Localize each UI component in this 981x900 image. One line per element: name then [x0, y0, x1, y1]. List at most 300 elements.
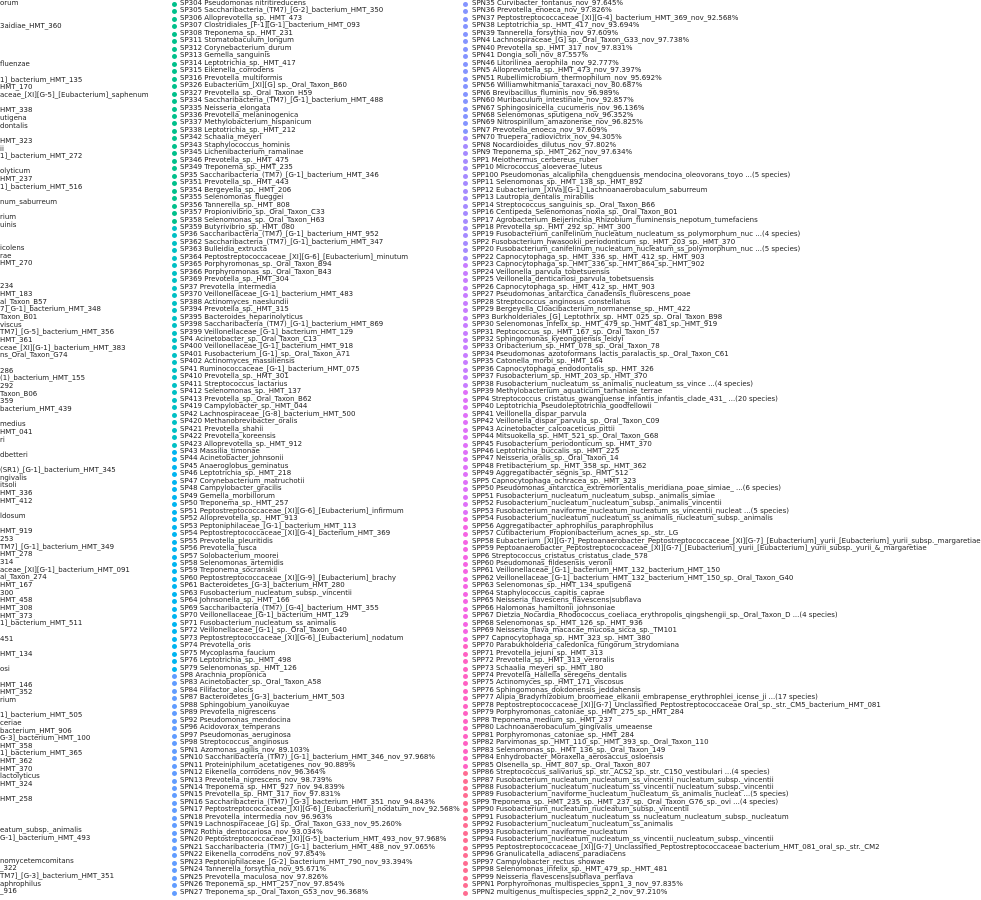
legend-label: SP89 Prevotella_nigrescens — [180, 708, 276, 717]
legend-label: SP51 Peptostreptococcaceae_[XI][G-6]_[Eubacterium]_infirmum — [180, 506, 404, 515]
legend-label: SP412 Selenomonas_sp._HMT_137 — [180, 387, 302, 396]
legend-label: SPP37 Fusobacterium_sp._HMT_203_sp._HMT_370 — [472, 372, 648, 381]
legend-label: HMT_919 — [0, 527, 33, 536]
legend-label: SP4 Acinetobacter_sp._Oral_Taxon_C13 — [180, 335, 317, 343]
legend-marker — [172, 62, 177, 67]
legend-marker — [172, 159, 177, 164]
legend-marker — [463, 838, 468, 843]
legend-marker — [463, 861, 468, 866]
legend-marker — [463, 375, 468, 380]
legend-label: HMT_308 — [0, 603, 33, 612]
legend-label: Taxon_B06 — [0, 389, 38, 398]
legend-label: aceae_[XI][G-5]_[Eubacterium]_saphenum — [0, 90, 149, 99]
legend-label: SPN16 Saccharibacteria_(TM7)_[G-3]_bacterium_HMT_351_nov_94.843% — [180, 797, 436, 806]
legend-marker — [172, 383, 177, 388]
legend-label: SP315 Eikenella_corrodens — [180, 66, 274, 75]
legend-label: SPP2 Fusobacterium_hwasookii_periodonticum_sp._HMT_203_sp._HMT_370 — [472, 237, 736, 246]
legend-label: SPP86 Streptococcus_salivarius_sp._str._ACS2_sp._str._C150_vestibulari ...(4 species) — [472, 768, 770, 777]
legend-label: SP358 Selenomonas_sp._Oral_Taxon_H63 — [180, 215, 325, 224]
legend-marker — [463, 756, 468, 761]
legend-marker — [463, 32, 468, 37]
legend-marker — [463, 24, 468, 29]
legend-marker — [172, 831, 177, 836]
legend-marker — [172, 293, 177, 298]
legend-label: SP351 Prevotella_sp._HMT_443 — [180, 178, 289, 187]
legend-label: SPN36 Prevotella_enoeca_nov_97.826% — [472, 6, 612, 15]
legend-marker — [463, 196, 468, 201]
legend-label: 3aidiae_HMT_360 — [0, 21, 62, 30]
legend-marker — [463, 868, 468, 873]
legend-marker — [463, 189, 468, 194]
legend-label: SPN1 Azomonas_agilis_nov_89.103% — [180, 745, 310, 754]
legend-label: SP401 Fusobacterium_[G-1]_sp._Oral_Taxon_A71 — [180, 349, 351, 358]
legend-marker — [463, 241, 468, 246]
legend-label: SPN19 Lachnospiraceae_[G] sp._Oral_Taxon_G33_nov_95.260% — [180, 820, 402, 829]
legend-label: SPN18 Prevotella_intermedia_nov_96.963% — [180, 812, 333, 821]
legend-label: SPPN2 multigenus_multispecies_sppn2_2_nov_97.210% — [472, 887, 668, 896]
legend-marker — [172, 84, 177, 89]
legend-marker — [463, 883, 468, 888]
legend-label: 234 — [0, 282, 14, 291]
legend-label: SP420 Methanobrevibacter_oralis — [180, 417, 298, 426]
legend-label: SP345 Lichenibacterium_ramalinae — [180, 148, 304, 157]
legend-label: SPP73 Schaalia_meyeri_sp._HMT_180 — [472, 663, 604, 672]
legend-label: SP35 Saccharibacteria_(TM7)_[G-1]_bacterium_HMT_346 — [180, 170, 379, 179]
legend-label: HMT_352 — [0, 688, 33, 697]
legend-label: SP394 Prevotella_sp._HMT_315 — [180, 305, 289, 314]
legend-label: SPP19 Fusobacterium_canifelinum_nucleatum_nucleatum_ss_polymorphum_nuc ...(4 species) — [472, 230, 801, 239]
legend-label: SP316 Prevotella_multiformis — [180, 73, 283, 82]
legend-label: _322 — [0, 864, 17, 873]
legend-marker — [463, 786, 468, 791]
legend-label: SP327 Prevotella_sp._Oral_Taxon_H59 — [180, 88, 313, 97]
legend-label: SP63 Fusobacterium_nucleatum_subsp._vincentii — [180, 588, 352, 597]
legend-label: SP304 Pseudomonas nitritireducens — [180, 0, 306, 7]
legend-marker — [463, 592, 468, 597]
legend-label: SPP33 Oribacterium_sp._HMT_078_sp._Oral_Taxon_78 — [472, 342, 660, 351]
legend-label: Taxon_B01 — [0, 312, 38, 321]
legend-column-3 — [459, 0, 981, 900]
legend-label: rium — [0, 695, 17, 704]
legend-label: HMT_167 — [0, 581, 33, 590]
legend-label: SPP59 Peptoanaerobacter_Peptostreptococcaceae_[XI][G-7]_[Eubacterium]_yurii_[Eubacterium]_yurii_subsp._yurii_&_margaretiae — [472, 544, 927, 553]
legend-label: SPN40 Prevotella_sp._HMT_317_nov_97.831% — [472, 43, 633, 52]
legend-marker — [172, 823, 177, 828]
legend-label: SPP26 Capnocytophaga_sp._HMT_412_sp._HMT_903 — [472, 282, 655, 291]
legend-label: SP349 Treponema_sp._HMT_235 — [180, 163, 293, 172]
legend-marker — [463, 286, 468, 291]
legend-marker — [463, 510, 468, 515]
legend-marker — [463, 652, 468, 657]
legend-marker — [172, 764, 177, 769]
legend-marker — [463, 779, 468, 784]
legend-label: SP421 Prevotella_shahii — [180, 424, 264, 433]
legend-label: SPN20 Peptostreptococcaceae_[XI][G-5]_bacterium_HMT_493_nov_97.968% — [180, 835, 447, 844]
legend-marker — [172, 189, 177, 194]
legend-label: SPP5 Capnocytophaga_ochracea_sp._HMT_323 — [472, 476, 637, 485]
legend-label: olyticum — [0, 167, 31, 176]
legend-label: HMT_324 — [0, 780, 33, 789]
legend-label: SPN6 Brevibacillus_fluminis_nov_96.989% — [472, 88, 620, 97]
legend-label: SPN25 Prevotella_maculosa_nov_97.826% — [180, 872, 328, 881]
legend-marker — [172, 793, 177, 798]
legend-marker — [463, 465, 468, 470]
legend-label: SPP93 Fusobacterium_naviforme_nucleatum — [472, 827, 628, 836]
legend-marker — [463, 696, 468, 701]
legend-label: uinis — [0, 221, 17, 230]
legend-marker — [172, 47, 177, 52]
legend-label: 451 — [0, 634, 14, 643]
legend-marker — [172, 263, 177, 268]
legend-marker — [172, 876, 177, 881]
legend-marker — [172, 681, 177, 686]
legend-label: SP69 Saccharibacteria_(TM7)_[G-4]_bacterium_HMT_355 — [180, 603, 379, 612]
legend-label: SP87 Bacteroidetes_[G-3]_bacterium_HMT_503 — [180, 693, 345, 702]
legend-marker — [172, 457, 177, 462]
legend-label: SPN22 Eikenella_corrodens_nov_97.854% — [180, 850, 326, 859]
legend-marker — [172, 136, 177, 141]
legend-marker — [172, 413, 177, 418]
legend-label: SPP46 Leptotrichia_buccalis_sp._HMT_225 — [472, 447, 620, 455]
legend-marker — [463, 323, 468, 328]
legend-marker — [463, 54, 468, 59]
legend-label: 286 — [0, 366, 14, 375]
legend-label: SP334 Saccharibacteria_(TM7)_[G-1]_bacterium_HMT_488 — [180, 96, 384, 105]
legend-marker — [172, 599, 177, 604]
legend-label: SPP89 Fusobacterium_naviforme_nucleatum_nucleatum_ss_animalis_nucleat ...(5 species) — [472, 790, 789, 799]
legend-label: SPP20 Fusobacterium_canifelinum_nucleatum_nucleatum_ss_polymorphum_nuc ...(5 species) — [472, 245, 801, 254]
legend-label: SP72 Veillonellaceae_[G-1]_sp._Oral_Taxon_G40 — [180, 626, 347, 635]
legend-label: SP8 Arachnia_propionica — [180, 671, 267, 679]
legend-label: SPP60 Pseudomonas_fildesensis_veronii — [472, 559, 613, 567]
legend-marker — [172, 771, 177, 776]
legend-label: SP76 Leptotrichia_sp._HMT_498 — [180, 656, 292, 665]
legend-label: SP336 Prevotella_melaninogenica — [180, 111, 299, 119]
legend-label: SPP41 Veillonella_dispar_parvula — [472, 409, 587, 418]
legend-marker — [172, 323, 177, 328]
legend-label: SP71 Fusobacterium_nucleatum_ss_animalis — [180, 618, 336, 627]
legend-marker — [172, 838, 177, 843]
legend-label: SPN2 Rothia_dentocariosa_nov_93.034% — [180, 827, 323, 836]
legend-marker — [172, 532, 177, 537]
legend-marker — [172, 861, 177, 866]
legend-marker — [463, 734, 468, 739]
legend-label: SP36 Saccharibacteria_(TM7)_[G-1]_bacterium_HMT_952 — [180, 230, 379, 239]
legend-marker — [463, 390, 468, 395]
legend-label: 1]_bacterium_HMT_272 — [0, 152, 83, 161]
legend-label: SPN15 Prevotella_sp._HMT_317_nov_97.831% — [180, 790, 341, 799]
legend-marker — [463, 450, 468, 455]
legend-marker — [172, 562, 177, 567]
legend-marker — [172, 54, 177, 59]
legend-label: SPP66 Halomonas_hamiltonii_johnsoniae — [472, 603, 616, 612]
legend-label: HMT_258 — [0, 795, 33, 804]
legend-marker — [463, 659, 468, 664]
legend-label: SPP24 Veillonella_parvula_tobetsuensis — [472, 267, 610, 276]
legend-label: SPP8 Treponema_medium_sp._HMT_237 — [472, 715, 613, 724]
legend-marker — [463, 457, 468, 462]
legend-marker — [172, 375, 177, 380]
legend-marker — [463, 39, 468, 44]
legend-marker — [463, 876, 468, 881]
legend-label: SP55 Prevotella_pleuritidis — [180, 536, 273, 545]
legend-marker — [463, 278, 468, 283]
legend-label: 1]_bacterium_HMT_516 — [0, 182, 83, 191]
legend-marker — [172, 9, 177, 14]
legend-label: SPP53 Fusobacterium_naviforme_nucleatum_nucleatum_ss_vincentii_nucleat ...(5 species) — [472, 506, 789, 515]
legend-label: SPP80 Lachnoanaerobaculum_gingivalis_umeaense — [472, 723, 653, 732]
legend-label: SPPN1 Porphyromonas_multispecies_sppn1_3_nov_97.835% — [472, 880, 683, 889]
legend-marker — [463, 674, 468, 679]
legend-marker — [172, 353, 177, 358]
legend-label: SPN23 Peptoniphilaceae_[G-2]_bacterium_HMT_790_nov_93.394% — [180, 857, 413, 866]
legend-marker — [172, 891, 177, 896]
legend-label: SPN46 Litorilinea_aerophila_nov_92.777% — [472, 58, 619, 67]
legend-label: SP359 Butyrivibrio_sp._HMT_080 — [180, 223, 295, 231]
legend-marker — [463, 301, 468, 306]
legend-marker — [172, 711, 177, 716]
legend-label: SPP9 Treponema_sp._HMT_235_sp._HMT_237_sp._Oral_Taxon_G76_sp._ovi ...(4 species) — [472, 797, 779, 806]
legend-label: SP92 Pseudomonas_mendocina — [180, 715, 291, 724]
legend-marker — [463, 92, 468, 97]
legend-label: SP388 Actinomyces_naeslundii — [180, 297, 289, 306]
legend-marker — [463, 263, 468, 268]
legend-marker — [463, 681, 468, 686]
legend-label: 253 — [0, 535, 14, 544]
legend-label: SPP14 Streptococcus_sanguinis_sp._Oral_Taxon_B66 — [472, 200, 656, 209]
legend-marker — [172, 360, 177, 365]
legend-label: SPP18 Prevotella_sp._HMT_292_sp._HMT_300 — [472, 223, 631, 231]
legend-marker — [172, 689, 177, 694]
legend-label: SP413 Prevotella_sp._Oral_Taxon_B62 — [180, 394, 312, 403]
legend-label: SP423 Alloprevotella_sp._HMT_912 — [180, 439, 303, 448]
legend-marker — [172, 614, 177, 619]
legend-marker — [172, 233, 177, 238]
legend-marker — [172, 756, 177, 761]
legend-label: SPN56 Williamwhitmania_taraxaci_nov_80.687% — [472, 81, 643, 90]
legend-marker — [172, 248, 177, 253]
legend-marker — [172, 286, 177, 291]
legend-label: SPP77 Alipia_Bradyrhizobium_broomeae_elkanii_embrapense_erythrophlei_icense_ji ...(17 species) — [472, 693, 818, 702]
legend-marker — [172, 465, 177, 470]
legend-label: SPP48 Fretibacterium_sp._HMT_358_sp._HMT_362 — [472, 461, 647, 470]
legend-marker — [463, 413, 468, 418]
legend-label: SP59 Treponema_socranskii — [180, 566, 278, 575]
legend-marker — [172, 607, 177, 612]
legend-label: al_Taxon_274 — [0, 573, 47, 582]
legend-label: HMT_373 — [0, 611, 33, 620]
legend-marker — [463, 360, 468, 365]
legend-marker — [463, 136, 468, 141]
legend-label: SP46 Leptotrichia_sp._HMT_218 — [180, 469, 292, 478]
legend-label: SPP36 Capnocytophaga_endodontalis_sp._HMT_326 — [472, 364, 654, 373]
legend-marker — [463, 248, 468, 253]
legend-label: SPN11 Proteiniphilum_acetatigenes_nov_90.889% — [180, 760, 356, 769]
legend-marker — [463, 525, 468, 530]
legend-marker — [172, 644, 177, 649]
legend-label: SP398 Saccharibacteria_(TM7)_[G-1]_bacterium_HMT_869 — [180, 320, 384, 329]
legend-marker — [172, 719, 177, 724]
legend-label: SPP12 Eubacterium_[XIVa][G-1]_Lachnoanaerobaculum_saburreum — [472, 185, 708, 194]
legend-label: SP75 Mycoplasma_faucium — [180, 648, 276, 657]
legend-label: SP402 Actinomyces_massiliensis — [180, 357, 295, 366]
legend-label: orum — [0, 0, 19, 7]
legend-label: HMT_170 — [0, 83, 33, 92]
legend-marker — [463, 256, 468, 261]
legend-label: SPN9 Treponema_sp._HMT_262_nov_97.634% — [472, 148, 633, 157]
legend-label: SPN41 Dongia_soli_nov_87.557% — [472, 51, 589, 60]
legend-marker — [463, 368, 468, 373]
legend-label: SPN24 Tannerella_forsythia_nov_95.671% — [180, 865, 327, 874]
legend-marker — [172, 577, 177, 582]
legend-label: SP306 Alloprevotella_sp._HMT_473 — [180, 13, 303, 22]
legend-label: SPP50 Pseudomonas_antarctica_extremorientalis_meridiana_poae_simiae_ ...(6 species) — [472, 484, 782, 493]
legend-marker — [172, 779, 177, 784]
legend-label: SPP54 Fusobacterium_nucleatum_nucleatum_ss_animalis_nucleatum_subsp._animalis — [472, 514, 773, 523]
legend-label: SP96 Acidovorax_temperans — [180, 723, 281, 732]
legend-marker — [463, 17, 468, 22]
legend-marker — [463, 204, 468, 209]
legend-marker — [172, 301, 177, 306]
legend-label: HMT_183 — [0, 290, 33, 298]
legend-marker — [463, 293, 468, 298]
legend-label: dontalis — [0, 121, 28, 130]
legend-label: 1]_bacterium_HMT_135 — [0, 75, 83, 84]
legend-label: _916 — [0, 887, 17, 896]
legend-entry — [459, 889, 900, 898]
legend-label: SPN51 Rubellimicrobium_thermophilum_nov_95.692% — [472, 73, 662, 82]
legend-marker — [172, 540, 177, 545]
legend-label: SPP82 Parvimonas_sp._HMT_110_sp._HMT_393_sp._Oral_Taxon_110 — [472, 738, 709, 747]
legend-label: HMT_458 — [0, 596, 33, 605]
legend-marker — [172, 345, 177, 350]
legend-label: itsoli — [0, 481, 17, 490]
legend-label: SP419 Campylobacter_sp._HMT_044 — [180, 402, 308, 411]
legend-marker — [172, 196, 177, 201]
legend-marker — [172, 114, 177, 119]
legend-label: SPN35 Curvibacter_fontanus_nov_97.645% — [472, 0, 624, 7]
legend-marker — [172, 816, 177, 821]
legend-label: SPN12 Eikenella_corrodens_nov_96.364% — [180, 768, 326, 777]
legend-label: rae — [0, 251, 12, 260]
legend-label: 300 — [0, 588, 14, 597]
legend-marker — [172, 256, 177, 261]
legend-label: SP74 Prevotella_oris — [180, 641, 251, 650]
legend-label: ceae_[XI][G-1]_bacterium_HMT_383 — [0, 343, 126, 352]
legend-label: 1]_bacterium_HMT_505 — [0, 711, 83, 720]
legend-marker — [463, 667, 468, 672]
legend-label: SP49 Gemella_morbillorum — [180, 491, 276, 500]
legend-label: num_saburreum — [0, 198, 58, 207]
legend-label: SPN38 Leptotrichia_sp._HMT_417_nov_93.694% — [472, 21, 640, 30]
legend-marker — [172, 450, 177, 455]
legend-label: lactolyticus — [0, 772, 40, 781]
legend-label: ngivalis — [0, 473, 27, 482]
legend-marker — [463, 174, 468, 179]
legend-marker — [463, 219, 468, 224]
legend-label: HMT_323 — [0, 136, 33, 145]
legend-marker — [172, 204, 177, 209]
legend-label: SPP47 Neisseria_oralis_sp._Oral_Taxon_14 — [472, 454, 619, 463]
legend-marker — [463, 472, 468, 477]
legend-label: SPP100 Pseudomonas_alcaliphila_chengduensis_mendocina_oleovorans_toyo ...(5 species) — [472, 170, 791, 179]
legend-label: utigena — [0, 113, 27, 122]
legend-marker — [172, 883, 177, 888]
legend-label: HMT_370 — [0, 764, 33, 773]
legend-marker — [172, 151, 177, 156]
legend-marker — [172, 786, 177, 791]
legend-label: SPP31 Peptococcus_sp._HMT_167_sp._Oral_Taxon_I57 — [472, 327, 660, 336]
legend-marker — [463, 502, 468, 507]
legend-label: SPP25 Veillonella_denticariosi_parvula_tobetsuensis — [472, 275, 654, 284]
legend-label: SP366 Porphyromonas_sp._Oral_Taxon_B43 — [180, 267, 332, 276]
legend-label: ri — [0, 435, 5, 444]
legend-label: SPP38 Fusobacterium_nucleatum_ss_animalis_nucleatum_ss_vince ...(4 species) — [472, 379, 754, 388]
legend-label: G-3]_bacterium_HMT_100 — [0, 734, 91, 743]
legend-marker — [172, 174, 177, 179]
legend-marker — [172, 338, 177, 343]
legend-label: SPP70 Parabukholderia_caledonica_fungorum_strydomiana — [472, 641, 680, 650]
legend-marker — [172, 226, 177, 231]
legend-label: SP343 Staphylococcus_hominis — [180, 140, 290, 149]
legend-marker — [463, 480, 468, 485]
legend-label: SP57 Solobacterium_moorei — [180, 551, 279, 560]
legend-label: icolens — [0, 244, 25, 253]
legend-label: SPP29 Bergeyella_Cloacibacterium_normanense_sp._HMT_422 — [472, 305, 691, 314]
legend-marker — [463, 629, 468, 634]
legend-marker — [463, 107, 468, 112]
legend-marker — [172, 637, 177, 642]
legend-marker — [172, 129, 177, 134]
legend-label: SP362 Saccharibacteria_(TM7)_[G-1]_bacterium_HMT_347 — [180, 237, 384, 246]
legend-entry — [154, 889, 454, 898]
legend-marker — [172, 420, 177, 425]
legend-label: SPP83 Selenomonas_sp._HMT_136_sp._Oral_Taxon_149 — [472, 745, 666, 754]
legend-label: SPP92 Fusobacterium_nucleatum_nucleatum_ss_animalis — [472, 820, 673, 829]
legend-label: ns_Oral_Taxon_G74 — [0, 351, 68, 360]
legend-marker — [172, 487, 177, 492]
legend-marker — [172, 629, 177, 634]
legend-label: SP98 Streptococcus_anginosus — [180, 738, 289, 747]
legend-label: SPN27 Treponema_sp._Oral_Taxon_G53_nov_96.368% — [180, 887, 369, 896]
legend-label: medius — [0, 420, 26, 429]
legend-label: SP41 Ruminococcaceae_[G-1]_bacterium_HMT_075 — [180, 364, 360, 373]
legend-label: SPN69 Nitrospirillum_amazonense_nov_96.825% — [472, 118, 643, 127]
legend-marker — [463, 719, 468, 724]
legend-label: aceae_[XI][G-1]_bacterium_HMT_091 — [0, 565, 130, 574]
legend-marker — [463, 704, 468, 709]
legend-marker — [463, 764, 468, 769]
legend-marker — [463, 517, 468, 522]
legend-marker — [172, 241, 177, 246]
legend-label: HMT_336 — [0, 489, 33, 498]
legend-marker — [463, 607, 468, 612]
legend-label: nomycetemcomitans — [0, 856, 74, 865]
legend-marker — [463, 99, 468, 104]
legend-marker — [463, 383, 468, 388]
legend-marker — [172, 308, 177, 313]
legend-marker — [463, 9, 468, 14]
legend-marker — [172, 472, 177, 477]
legend-label: SP50 Treponema_sp._HMT_257 — [180, 499, 289, 508]
legend-marker — [463, 547, 468, 552]
legend-label: SP346 Prevotella_sp._HMT_475 — [180, 155, 289, 164]
legend-marker — [172, 652, 177, 657]
legend-marker — [463, 726, 468, 731]
legend-marker — [172, 107, 177, 112]
legend-label: 292 — [0, 381, 14, 390]
legend-label: SP399 Veillonellaceae_[G-1]_bacterium_HMT_129 — [180, 327, 354, 336]
